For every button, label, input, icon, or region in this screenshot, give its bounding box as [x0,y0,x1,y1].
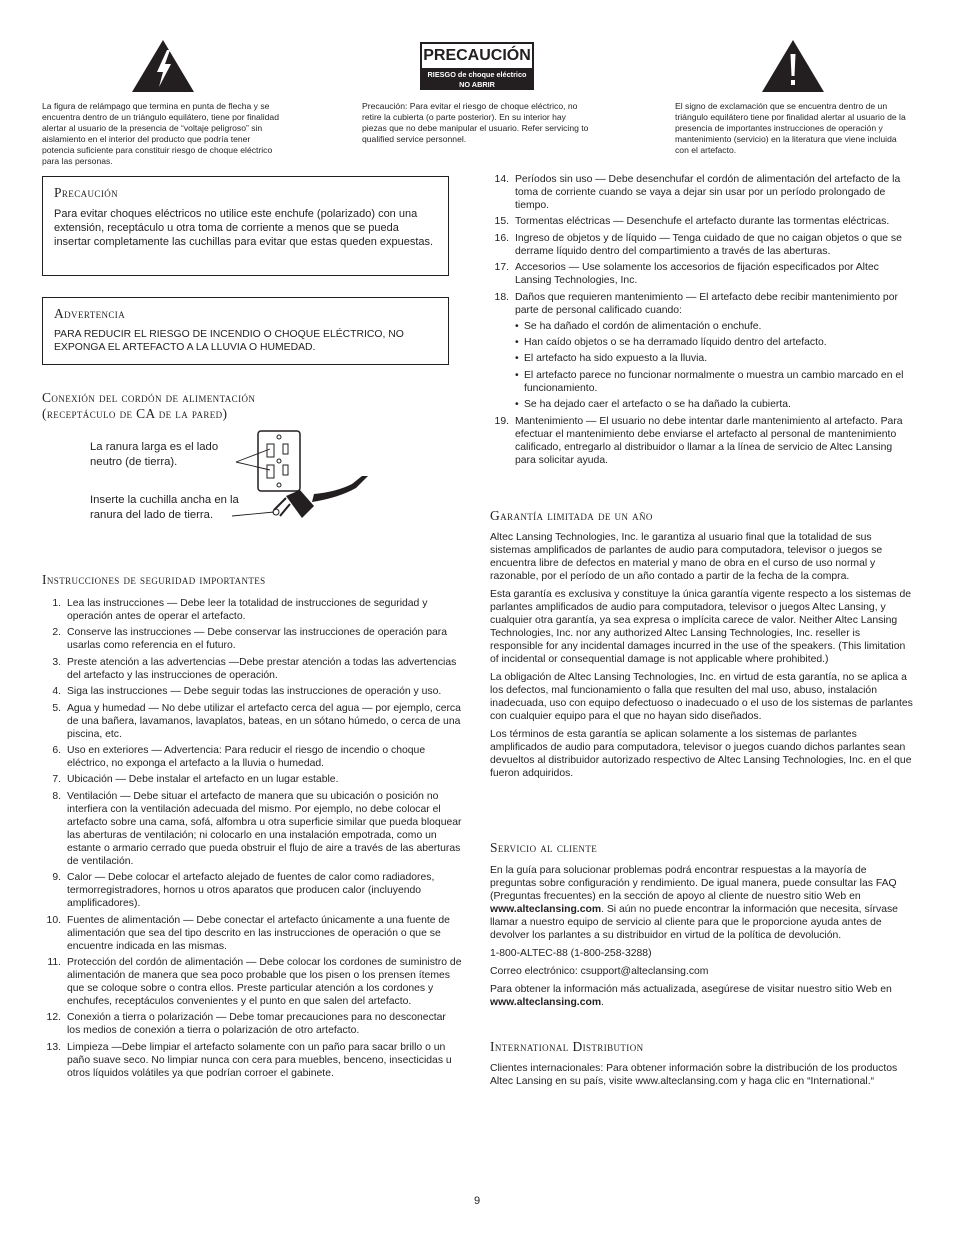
list-item-text: Siga las instrucciones — Debe seguir todas las instrucciones de operación y uso. [67,686,442,698]
plug-outlet-icon [228,428,378,528]
website-link[interactable]: www.alteclansing.com [490,997,602,1008]
list-item-text: Ingreso de objetos y de líquido — Tenga cuidado de que no caigan objetos o que se derrame líquido dentro del compartimiento a través de las aberturas. [515,232,902,257]
warranty-paragraph: Los términos de esta garantía se aplican solamente a los sistemas de parlantes amplificados de audio para computadora, televisor o juegos cuando dichos parlantes sean devueltos al distribuidor autorizado respectivo de Altec Lansing Technologies, Inc. en el que fueron adquiridos. [490,729,912,779]
cord-label-neutral: La ranura larga es el lado neutro (de tierra). [90,441,219,468]
international-text: Clientes internacionales: Para obtener información sobre la distribución de los productos Altec Lansing en su país, visite www.alteclansing.com y haga clic en “International.“ [490,1063,898,1087]
list-item-text: Ubicación — Debe instalar el artefacto en un lugar estable. [67,774,339,786]
bullet-item: • Se ha dañado el cordón de alimentación o enchufe. [515,320,914,333]
list-item [42,744,462,770]
list-item-text: Mantenimiento — El usuario no debe intentar darle mantenimiento al artefacto. Para efectuar el mantenimiento debe enviarse el artefacto al personal de mantenimiento calificado, entregarlo al distribuidor o llamar a la línea de servicio de Altec Lansing para solicitar ayuda. [515,415,903,466]
list-item-text: Uso en exteriores — Advertencia: Para reducir el riesgo de incendio o choque eléctrico, no exponga el artefacto a la lluvia o humedad. [67,744,426,769]
list-item [42,626,462,652]
lightning-description: La figura de relámpago que termina en punta de flecha y se encuentra dentro de un triángulo equilátero, tiene por finalidad alertar al usuario de la presencia de “voltaje peligroso” sin aislamiento en el interior del producto que podría tener potencia suficiente para constituir riesgo de choque eléctrico para las personas. [42,101,279,166]
list-item [490,215,914,228]
service-paragraph [490,864,914,942]
lightning-warning-icon [130,38,196,94]
service-email: Correo electrónico: csupport@alteclansing.com [490,966,709,977]
list-item [490,291,914,412]
list-item-text: Daños que requieren mantenimiento — El artefacto debe recibir mantenimiento por parte de personal calificado cuando: [515,291,898,316]
damage-conditions-list [515,320,914,412]
exclamation-description: El signo de exclamación que se encuentra dentro de un triángulo equilátero tiene por finalidad alertar al usuario de la presencia de importantes instrucciones de operación y mantenimiento (servicio) en la literatura que viene incluida con el artefacto. [675,101,906,155]
cord-title-line2: (receptáculo de CA de la pared) [42,406,228,421]
exclamation-warning-icon [760,38,826,94]
precaution-box [42,176,449,276]
list-item-text: Períodos sin uso — Debe desenchufar el cordón de alimentación del artefacto de la toma de corriente cuando se vaya a dejar sin usar por un período prolongado de tiempo. [515,174,901,211]
list-item-number: 10. [46,914,61,926]
list-item-number: 18. [494,291,509,303]
list-item-number: 15. [494,216,509,228]
list-item-number: 9. [52,872,61,884]
warranty-paragraph: Altec Lansing Technologies, Inc. le garantiza al usuario final que la totalidad de sus sistemas amplificados de parlantes de audio para computadora, televisor o juegos se encuentra libre de defectos en material y mano de obra en el curso de uso normal y razonable, por el período de un año contado a partir de la fecha de la compra. [490,532,883,582]
list-item [490,415,914,467]
warranty-title: Garantía limitada de un año [490,508,653,523]
warning-box-title: Advertencia [54,306,126,321]
list-item-text: Preste atención a las advertencias —Debe prestar atención a todas las advertencias del artefacto y las instrucciones de operación. [67,656,457,681]
bullet-item: • Han caído objetos o se ha derramado líquido dentro del artefacto. [515,336,914,349]
list-item-number: 16. [494,232,509,244]
website-link[interactable]: www.alteclansing.com [490,904,602,915]
list-item-text: Lea las instrucciones — Debe leer la totalidad de instrucciones de seguridad y operación antes de operar el artefacto. [67,598,428,622]
list-item-text: Agua y humedad — No debe utilizar el artefacto cerca del agua — por ejemplo, cerca de una bañera, lavamanos, lavaplatos, bateas, en un sótano húmedo, o cerca de una piscina, etc. [67,702,461,740]
page-number: 9 [473,1195,481,1207]
list-item [490,261,914,287]
cord-title-line1: Conexión del cordón de alimentación [42,390,256,405]
caution-badge [420,42,534,90]
list-item-number: 14. [494,174,509,185]
list-item-text: Limpieza —Debe limpiar el artefacto solamente con un paño para sacar brillo o un paño suave seco. No limpiar nunca con cera para muebles, benceno, insecticidas u otros líquidos volátiles ya que podrían corroer el gabinete. [67,1041,452,1079]
list-item-text: Conexión a tierra o polarización — Debe tomar precauciones para no desconectar los medios de conexión a tierra o polarización de otro artefacto. [67,1012,446,1037]
list-item-number: 13. [46,1041,61,1053]
warning-box-text: PARA REDUCIR EL RIESGO DE INCENDIO O CHOQUE ELÉCTRICO, NO EXPONGA EL ARTEFACTO A LA LLUVIA O HUMEDAD. [54,329,404,353]
service-text: Para obtener la información más actualizada, asegúrese de visitar nuestro sitio Web en [490,984,892,995]
list-item-number: 17. [494,262,509,274]
service-body [490,864,914,1014]
service-text: En la guía para solucionar problemas podrá encontrar respuestas a la mayoría de preguntas sobre configuración y rendimiento. De igual manera, puede consultar las FAQ (Preguntas frecuentes) en la sección de apoyo al cliente de nuestro sitio Web en [490,865,897,902]
list-item-text: Calor — Debe colocar el artefacto alejado de fuentes de calor como radiadores, termorregistradores, hornos u otros aparatos que producen calor (incluyendo amplificadores). [67,872,435,910]
list-item-number: 7. [52,774,61,786]
list-item-text: Conserve las instrucciones — Debe conservar las instrucciones de operación para usarlas como referencia en el futuro. [67,627,448,652]
list-item [42,790,462,868]
bullet-item: • El artefacto ha sido expuesto a la lluvia. [515,352,914,365]
list-item [42,914,462,953]
list-item [42,597,462,623]
list-item [42,1041,462,1080]
safety-list-continued [490,173,914,470]
caution-badge-title: PRECAUCIÓN [420,42,534,70]
service-text: . [601,997,604,1008]
warning-box [42,297,449,365]
list-item [42,871,462,910]
list-item-number: 4. [52,686,61,698]
precaution-box-title: Precaución [54,185,119,200]
list-item-number: 1. [52,598,61,609]
warranty-paragraph: La obligación de Altec Lansing Technologies, Inc. en virtud de esta garantía, no se aplica a los defectos, mal funcionamiento o falla que resulten del mal uso, abuso, instalación inadecuada, uso con equipo defectuoso o inadecuado o el uso de los sistemas de parlantes con cualquier equipo para el que no hayan sido diseñados. [490,672,913,722]
list-item-number: 19. [494,415,509,427]
list-item-text: Fuentes de alimentación — Debe conectar el artefacto únicamente a una fuente de alimentación que sea del tipo descrito en las instrucciones de operación o que se encuentre indicada en las mismas. [67,914,450,952]
bullet-item: • El artefacto parece no funcionar normalmente o muestra un cambio marcado en el funcionamiento. [515,369,914,395]
cord-section-title [42,390,452,422]
caution-badge-sub [420,68,534,90]
service-paragraph [490,983,914,1009]
list-item [42,1011,462,1037]
list-item-number: 2. [52,627,61,639]
list-item-text: Accesorios — Use solamente los accesorios de fijación especificados por Altec Lansing Technologies, Inc. [515,262,879,287]
caution-badge-sub-line2: NO ABRIR [459,79,495,89]
list-item-number: 11. [47,956,61,968]
list-item [42,685,462,698]
warranty-body [490,531,914,785]
list-item [490,232,914,258]
list-item-number: 8. [52,790,61,802]
list-item-number: 6. [52,744,61,756]
safety-list [42,597,462,1083]
list-item-number: 5. [52,702,61,714]
bullet-item: • Se ha dejado caer el artefacto o se ha dañado la cubierta. [515,398,914,411]
list-item [42,656,462,682]
safety-section-title: Instrucciones de seguridad importantes [42,572,266,587]
precaution-box-text: Para evitar choques eléctricos no utilice este enchufe (polarizado) con una extensión, receptáculo u otra toma de corriente a menos que se pueda insertar completamente las cuchillas para evitar que estas queden expuestas. [54,208,434,248]
cord-label-insert: Inserte la cuchilla ancha en la ranura del lado de tierra. [90,494,239,521]
list-item-text: Ventilación — Debe situar el artefacto de manera que su ubicación o posición no interfiera con la ventilación adecuada del mismo. Por ejemplo, no debe colocar el artefacto sobre una cama, sofá, alfombra u otra superficie similar que pueda bloquear las aberturas de ventilación; ni colocarlo en una instalación empotrada, como un estante o armario cerrado que pueda obstruir el flujo de aire a través de las aberturas de ventilación. [67,790,462,867]
service-phone: 1-800-ALTEC-88 (1-800-258-3288) [490,948,652,959]
list-item [490,173,914,212]
list-item [42,956,462,1008]
list-item-text: Protección del cordón de alimentación — Debe colocar los cordones de suministro de alimentación de manera que sea poco probable que los pisen o los prensen ítemes que se coloque sobre o contra ellos. Preste particular atención a los cordones y enchufes, receptáculos convenientes y el punto en que salen del artefacto. [67,956,462,1007]
list-item [42,773,462,786]
list-item-text: Tormentas eléctricas — Desenchufe el artefacto durante las tormentas eléctricas. [515,216,890,228]
list-item-number: 3. [52,656,61,668]
service-title: Servicio al cliente [490,840,598,855]
caution-badge-sub-line1: RIESGO de choque eléctrico [427,70,527,79]
list-item [42,702,462,741]
service-text: . Si aún no puede encontrar la información que necesita, sírvase llamar a nuestro equipo de servicio al cliente para que le proporcione ayuda antes de devolver los parlantes a su distribuidor en virtud de la política de devolución. [490,904,898,941]
warranty-paragraph: Esta garantía es exclusiva y constituye la única garantía vigente respecto a los sistemas de parlantes amplificados de audio para computadora, televisor o juegos Altec Lansing, y cualquier otra garantía, ya sea expresa o implícita carece de valor. Neither Altec Lansing Technologies, Inc. nor any authorized Altec Lansing Technologies, Inc. reseller is responsible for any incidental damages incurred in the use of the speakers. (This limitation of incidental or consequential damage is not applicable where prohibited.) [490,589,912,665]
international-title: International Distribution [490,1039,644,1054]
list-item-number: 12. [46,1012,61,1024]
caution-description: Precaución: Para evitar el riesgo de choque eléctrico, no retire la cubierta (o parte posterior). En su interior hay piezas que no debe manipular el usuario. Refer servicing to qualified service personnel. [362,101,589,144]
